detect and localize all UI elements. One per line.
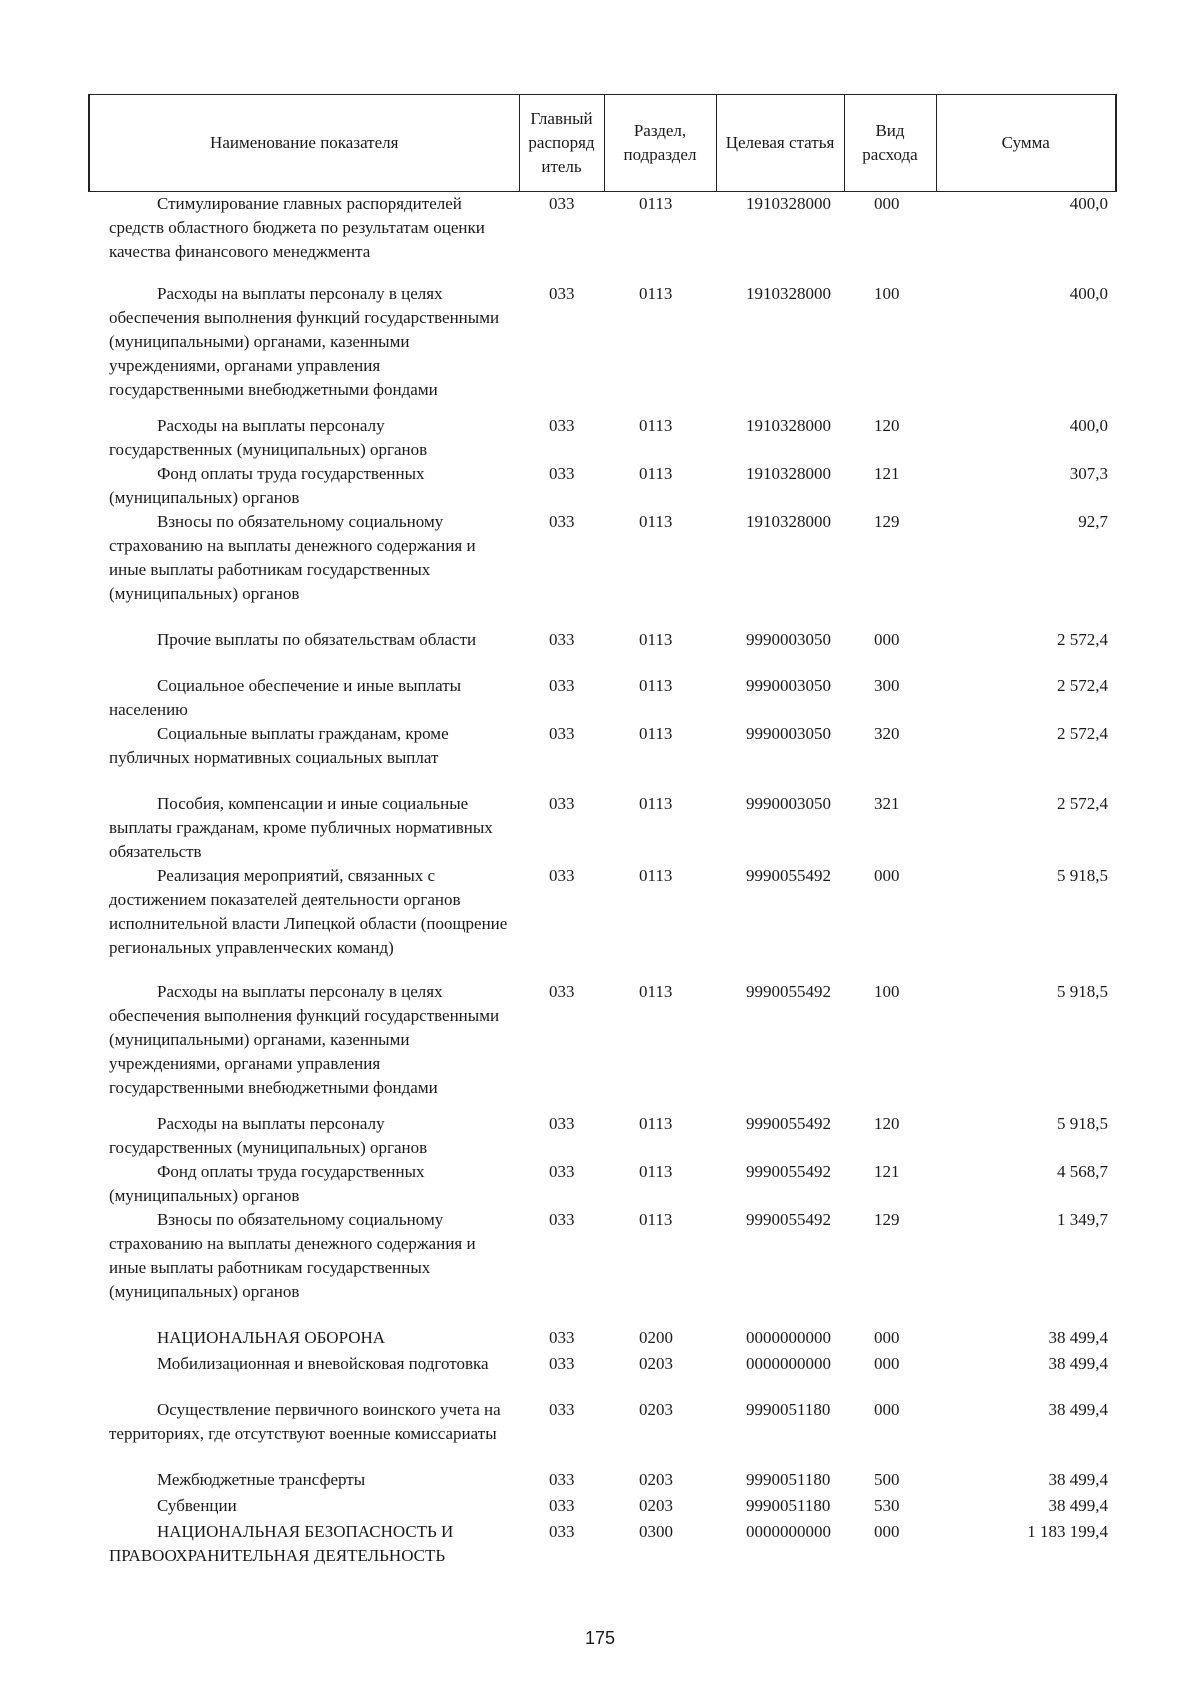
- row-vid: 000: [874, 629, 900, 649]
- row-summa: 2 572,4: [1057, 793, 1108, 813]
- row-tselevaya: 0000000000: [746, 1353, 831, 1373]
- row-vid: 000: [874, 1399, 900, 1419]
- row-vid: 000: [874, 1327, 900, 1347]
- row-name: Реализация мероприятий, связанных с достижением показателей деятельности органов исполнительной власти Липецкой области (поощрение региональных управленческих команд): [109, 865, 508, 957]
- row-tselevaya: 1910328000: [746, 415, 831, 435]
- page-number: 175: [584, 1628, 616, 1648]
- row-tselevaya: 0000000000: [746, 1327, 831, 1347]
- row-razdel: 0113: [639, 283, 673, 303]
- row-tselevaya: 9990055492: [746, 1209, 831, 1229]
- row-glavny: 033: [549, 194, 575, 213]
- header-vid: Вид расхода: [844, 95, 936, 192]
- header-glavny: Главный распоряд итель: [519, 95, 604, 192]
- row-razdel: 0113: [639, 629, 673, 649]
- row-tselevaya: 0000000000: [746, 1521, 831, 1541]
- row-tselevaya: 1910328000: [746, 463, 831, 483]
- row-name: Фонд оплаты труда государственных (муниципальных) органов: [109, 463, 425, 507]
- row-razdel: 0113: [639, 194, 673, 213]
- row-name: НАЦИОНАЛЬНАЯ ОБОРОНА: [157, 1327, 386, 1347]
- row-razdel: 0203: [639, 1353, 673, 1373]
- row-summa: 38 499,4: [1048, 1399, 1108, 1419]
- row-name: Межбюджетные трансферты: [157, 1469, 366, 1489]
- row-summa: 38 499,4: [1048, 1495, 1108, 1515]
- table-row: [89, 1352, 1116, 1398]
- row-razdel: 0113: [639, 1209, 673, 1229]
- table-row: [89, 1468, 1116, 1494]
- row-vid: 121: [874, 1161, 900, 1181]
- row-name: Расходы на выплаты персоналу государственных (муниципальных) органов: [109, 1113, 428, 1157]
- row-summa: 92,7: [1078, 511, 1108, 531]
- table-row: [89, 792, 1116, 864]
- row-tselevaya: 1910328000: [746, 511, 831, 531]
- row-glavny: 033: [549, 463, 575, 483]
- row-glavny: 033: [549, 1399, 575, 1419]
- table-row: [89, 1112, 1116, 1160]
- row-tselevaya: 9990051180: [746, 1469, 831, 1489]
- row-vid: 100: [874, 283, 900, 303]
- table-row: [89, 864, 1116, 980]
- header-summa: Сумма: [936, 95, 1116, 192]
- row-tselevaya: 9990055492: [746, 1161, 831, 1181]
- row-glavny: 033: [549, 511, 575, 531]
- row-razdel: 0113: [639, 981, 673, 1001]
- row-name: Мобилизационная и вневойсковая подготовка: [157, 1353, 489, 1373]
- table-row: [89, 1398, 1116, 1468]
- row-summa: 400,0: [1069, 194, 1108, 213]
- row-summa: 5 918,5: [1057, 1113, 1108, 1133]
- table-row: [89, 980, 1116, 1112]
- row-razdel: 0113: [639, 675, 673, 695]
- row-name: Расходы на выплаты персоналу в целях обеспечения выполнения функций государственными (муниципальными) органами, казенными учреждениями, органами управления государственными внебюджетными фондами: [109, 283, 500, 399]
- row-name: Взносы по обязательному социальному страхованию на выплаты денежного содержания и иные выплаты работникам государственных (муниципальных) органов: [109, 511, 476, 603]
- row-tselevaya: 1910328000: [746, 194, 831, 213]
- row-razdel: 0113: [639, 415, 673, 435]
- header-tselevaya: Целевая статья: [716, 95, 844, 192]
- row-name: Социальное обеспечение и иные выплаты населению: [109, 675, 462, 719]
- header-razdel: Раздел, подраздел: [604, 95, 716, 192]
- table-row: [89, 674, 1116, 722]
- table-row: [89, 282, 1116, 414]
- row-tselevaya: 9990003050: [746, 723, 831, 743]
- row-vid: 121: [874, 463, 900, 483]
- row-name: НАЦИОНАЛЬНАЯ БЕЗОПАСНОСТЬ И ПРАВООХРАНИТЕЛЬНАЯ ДЕЯТЕЛЬНОСТЬ: [109, 1521, 454, 1565]
- table-row: [89, 1494, 1116, 1520]
- row-summa: 307,3: [1069, 463, 1108, 483]
- row-name: Стимулирование главных распорядителей средств областного бюджета по результатам оценки качества финансового менеджмента: [109, 194, 485, 261]
- row-name: Взносы по обязательному социальному страхованию на выплаты денежного содержания и иные выплаты работникам государственных (муниципальных) органов: [109, 1209, 476, 1301]
- row-name: Расходы на выплаты персоналу государственных (муниципальных) органов: [109, 415, 428, 459]
- row-glavny: 033: [549, 675, 575, 695]
- row-vid: 000: [874, 865, 900, 885]
- table-row: [89, 1208, 1116, 1326]
- table-row: [89, 722, 1116, 792]
- row-razdel: 0200: [639, 1327, 673, 1347]
- row-summa: 38 499,4: [1048, 1353, 1108, 1373]
- header-name: Наименование показателя: [89, 95, 519, 192]
- row-name: Пособия, компенсации и иные социальные выплаты гражданам, кроме публичных нормативных обязательств: [109, 793, 493, 861]
- row-razdel: 0113: [639, 865, 673, 885]
- row-summa: 400,0: [1069, 283, 1108, 303]
- table-row: [89, 628, 1116, 674]
- row-glavny: 033: [549, 629, 575, 649]
- row-glavny: 033: [549, 1469, 575, 1489]
- row-vid: 000: [874, 1353, 900, 1373]
- row-summa: 400,0: [1069, 415, 1108, 435]
- table-row: [89, 414, 1116, 462]
- row-name: Осуществление первичного воинского учета на территориях, где отсутствуют военные комиссариаты: [109, 1399, 501, 1443]
- row-name: Субвенции: [157, 1495, 237, 1515]
- row-glavny: 033: [549, 1113, 575, 1133]
- row-name: Расходы на выплаты персоналу в целях обеспечения выполнения функций государственными (муниципальными) органами, казенными учреждениями, органами управления государственными внебюджетными фондами: [109, 981, 500, 1097]
- row-razdel: 0113: [639, 463, 673, 483]
- row-vid: 500: [874, 1469, 900, 1489]
- row-razdel: 0113: [639, 723, 673, 743]
- row-tselevaya: 9990003050: [746, 793, 831, 813]
- row-name: Фонд оплаты труда государственных (муниципальных) органов: [109, 1161, 425, 1205]
- table-row: [89, 1160, 1116, 1208]
- row-summa: 5 918,5: [1057, 981, 1108, 1001]
- row-name: Прочие выплаты по обязательствам области: [157, 629, 477, 649]
- table-header: [89, 95, 1116, 192]
- row-glavny: 033: [549, 415, 575, 435]
- row-razdel: 0113: [639, 1161, 673, 1181]
- row-glavny: 033: [549, 1327, 575, 1347]
- budget-table: [88, 94, 1117, 1568]
- row-summa: 2 572,4: [1057, 629, 1108, 649]
- row-summa: 38 499,4: [1048, 1469, 1108, 1489]
- table-row: [89, 192, 1116, 282]
- row-vid: 129: [874, 511, 900, 531]
- row-vid: 000: [874, 1521, 900, 1541]
- row-summa: 2 572,4: [1057, 675, 1108, 695]
- row-glavny: 033: [549, 723, 575, 743]
- row-razdel: 0203: [639, 1495, 673, 1515]
- row-tselevaya: 9990055492: [746, 981, 831, 1001]
- row-glavny: 033: [549, 793, 575, 813]
- row-glavny: 033: [549, 865, 575, 885]
- table-row: [89, 1520, 1116, 1568]
- row-vid: 129: [874, 1209, 900, 1229]
- row-razdel: 0113: [639, 511, 673, 531]
- row-summa: 1 183 199,4: [1027, 1521, 1108, 1541]
- row-glavny: 033: [549, 1521, 575, 1541]
- row-glavny: 033: [549, 981, 575, 1001]
- row-name: Социальные выплаты гражданам, кроме публичных нормативных социальных выплат: [109, 723, 449, 767]
- row-razdel: 0203: [639, 1399, 673, 1419]
- row-razdel: 0203: [639, 1469, 673, 1489]
- row-vid: 320: [874, 723, 900, 743]
- row-tselevaya: 9990051180: [746, 1399, 831, 1419]
- row-glavny: 033: [549, 1353, 575, 1373]
- row-summa: 5 918,5: [1057, 865, 1108, 885]
- table-row: [89, 462, 1116, 510]
- row-razdel: 0300: [639, 1521, 673, 1541]
- table-body: [89, 192, 1116, 1568]
- row-glavny: 033: [549, 1495, 575, 1515]
- row-razdel: 0113: [639, 1113, 673, 1133]
- row-summa: 38 499,4: [1048, 1327, 1108, 1347]
- row-vid: 530: [874, 1495, 900, 1515]
- row-tselevaya: 9990055492: [746, 865, 831, 885]
- row-tselevaya: 1910328000: [746, 283, 831, 303]
- row-summa: 4 568,7: [1057, 1161, 1108, 1181]
- row-razdel: 0113: [639, 793, 673, 813]
- row-tselevaya: 9990003050: [746, 629, 831, 649]
- row-vid: 120: [874, 1113, 900, 1133]
- row-glavny: 033: [549, 1161, 575, 1181]
- row-tselevaya: 9990055492: [746, 1113, 831, 1133]
- row-glavny: 033: [549, 283, 575, 303]
- table-row: [89, 1326, 1116, 1352]
- row-summa: 1 349,7: [1057, 1209, 1108, 1229]
- row-vid: 321: [874, 793, 900, 813]
- row-vid: 000: [874, 194, 900, 213]
- table-row: [89, 510, 1116, 628]
- row-vid: 100: [874, 981, 900, 1001]
- row-summa: 2 572,4: [1057, 723, 1108, 743]
- row-glavny: 033: [549, 1209, 575, 1229]
- row-vid: 300: [874, 675, 900, 695]
- row-tselevaya: 9990003050: [746, 675, 831, 695]
- row-tselevaya: 9990051180: [746, 1495, 831, 1515]
- row-vid: 120: [874, 415, 900, 435]
